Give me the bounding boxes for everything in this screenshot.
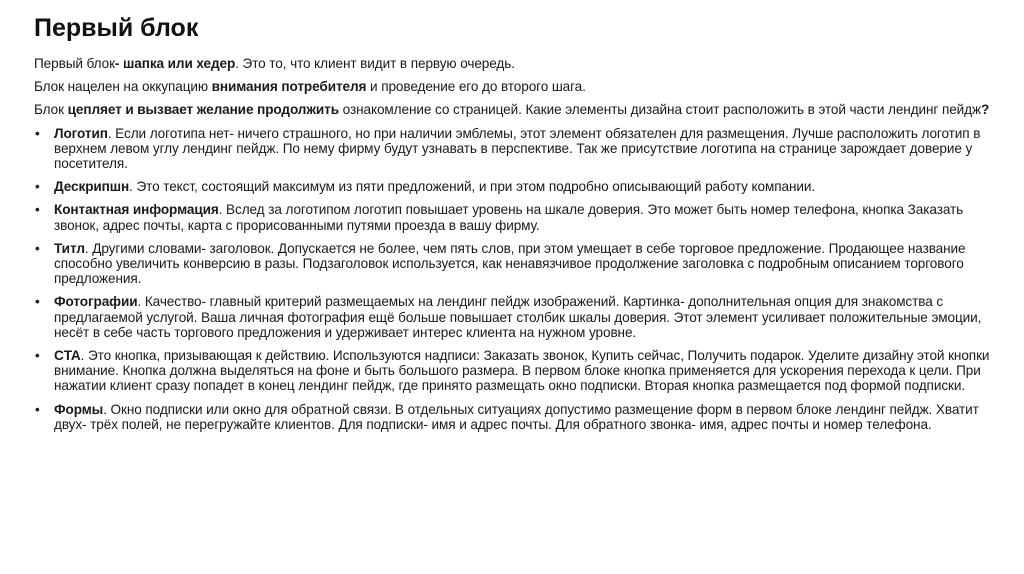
item-term: Логотип bbox=[54, 125, 108, 141]
item-term: Формы bbox=[54, 401, 104, 417]
item-text: . Окно подписки или окно для обратной связи. В отдельных ситуациях допустимо размещение форм в первом блоке лендинг пейдж. Хватит двух- трёх полей, не перегружайте клиентов. Для подписки- имя и адрес почты. Для обратного звонка- имя, адрес почты и номер телефона. bbox=[54, 401, 979, 432]
item-text: . Качество- главный критерий размещаемых на лендинг пейдж изображений. Картинка- дополнительная опция для знакомства с предлагаемой услугой. Ваша личная фотография ещё больше повышает столбик шкалы доверия. Этот элемент усиливает положительные эмоции, несёт в себе часть торгового предложения и удерживает интерес клиента на нужном уровне. bbox=[54, 294, 982, 340]
text-run: и проведение его до второго шага. bbox=[366, 79, 586, 95]
bullet-icon: • bbox=[35, 348, 40, 364]
intro-paragraph bbox=[34, 102, 1006, 117]
bullet-icon: • bbox=[35, 240, 40, 256]
bold-run: внимания потребителя bbox=[211, 79, 367, 95]
item-term: Дескрипшн bbox=[54, 179, 130, 195]
text-run: Блок нацелен на оккупацию bbox=[34, 79, 212, 95]
bold-run: - шапка или хедер bbox=[114, 56, 236, 71]
bold-run: цепляет и вызвает желание продолжить bbox=[67, 102, 339, 118]
text-run: Блок bbox=[34, 102, 68, 118]
item-text: . Это кнопка, призывающая к действию. Используются надписи: Заказать звонок, Купить сейчас, Получить подарок. Уделите дизайну этой кнопки внимание. Кнопка должна выделяться на фоне и быть большого размера. В первом блоке кнопка применяется для ускорения перехода к цели. При нажатии клиент сразу попадет в конец лендинг пейдж, где принято размещать окно подписки. Вторая кнопка размещается под формой подписки. bbox=[54, 348, 990, 394]
bullet-icon: • bbox=[35, 202, 40, 218]
list-item bbox=[34, 179, 1006, 194]
list-item bbox=[34, 202, 1006, 232]
intro-paragraph bbox=[34, 56, 1006, 71]
text-run: Первый блок bbox=[34, 56, 115, 71]
bullet-icon: • bbox=[35, 401, 40, 417]
bullet-icon: • bbox=[35, 179, 40, 195]
bullet-icon: • bbox=[35, 125, 40, 141]
item-text: . Если логотипа нет- ничего страшного, но при наличии эмблемы, этот элемент обязателен для размещения. Лучше расположить логотип в верхнем левом углу лендинг пейдж. По нему фирму будут узнавать в перспективе. Так же присутствие логотипа на странице зарождает доверие у посетителя. bbox=[54, 125, 981, 172]
list-item bbox=[34, 294, 1006, 340]
text-run: ознакомление со страницей. Какие элементы дизайна стоит расположить в этой части лендинг пейдж bbox=[338, 102, 981, 118]
item-text: . Вслед за логотипом логотип повышает уровень на шкале доверия. Это может быть номер телефона, кнопка Заказать звонок, адрес почты, карта с прорисованными путями проезда в вашу фирму. bbox=[54, 202, 964, 233]
item-term: Контактная информация bbox=[54, 202, 219, 218]
list-item bbox=[34, 241, 1006, 287]
page-title: Первый блок bbox=[34, 14, 199, 42]
list-item bbox=[34, 126, 1006, 172]
bold-run: ? bbox=[981, 102, 990, 118]
list-item bbox=[34, 348, 1006, 394]
slide-body bbox=[34, 56, 1006, 440]
item-text: . Это текст, состоящий максимум из пяти предложений, и при этом подробно описывающий работу компании. bbox=[129, 179, 816, 195]
list-item bbox=[34, 402, 1006, 432]
item-term: Титл bbox=[54, 240, 85, 256]
bullet-icon: • bbox=[35, 294, 40, 310]
bullet-list bbox=[34, 126, 1006, 432]
item-text: . Другими словами- заголовок. Допускается не более, чем пять слов, при этом умещает в себе торговое предложение. Продающее название способно увеличить конверсию в разы. Подзаголовок используется, как ненавязчивое продолжение заголовка с подробным описанием торгового предложения. bbox=[54, 240, 966, 287]
item-term: CTA bbox=[54, 348, 81, 364]
item-term: Фотографии bbox=[54, 294, 138, 310]
intro-paragraph bbox=[34, 79, 1006, 94]
text-run: . Это то, что клиент видит в первую очередь. bbox=[235, 56, 515, 71]
